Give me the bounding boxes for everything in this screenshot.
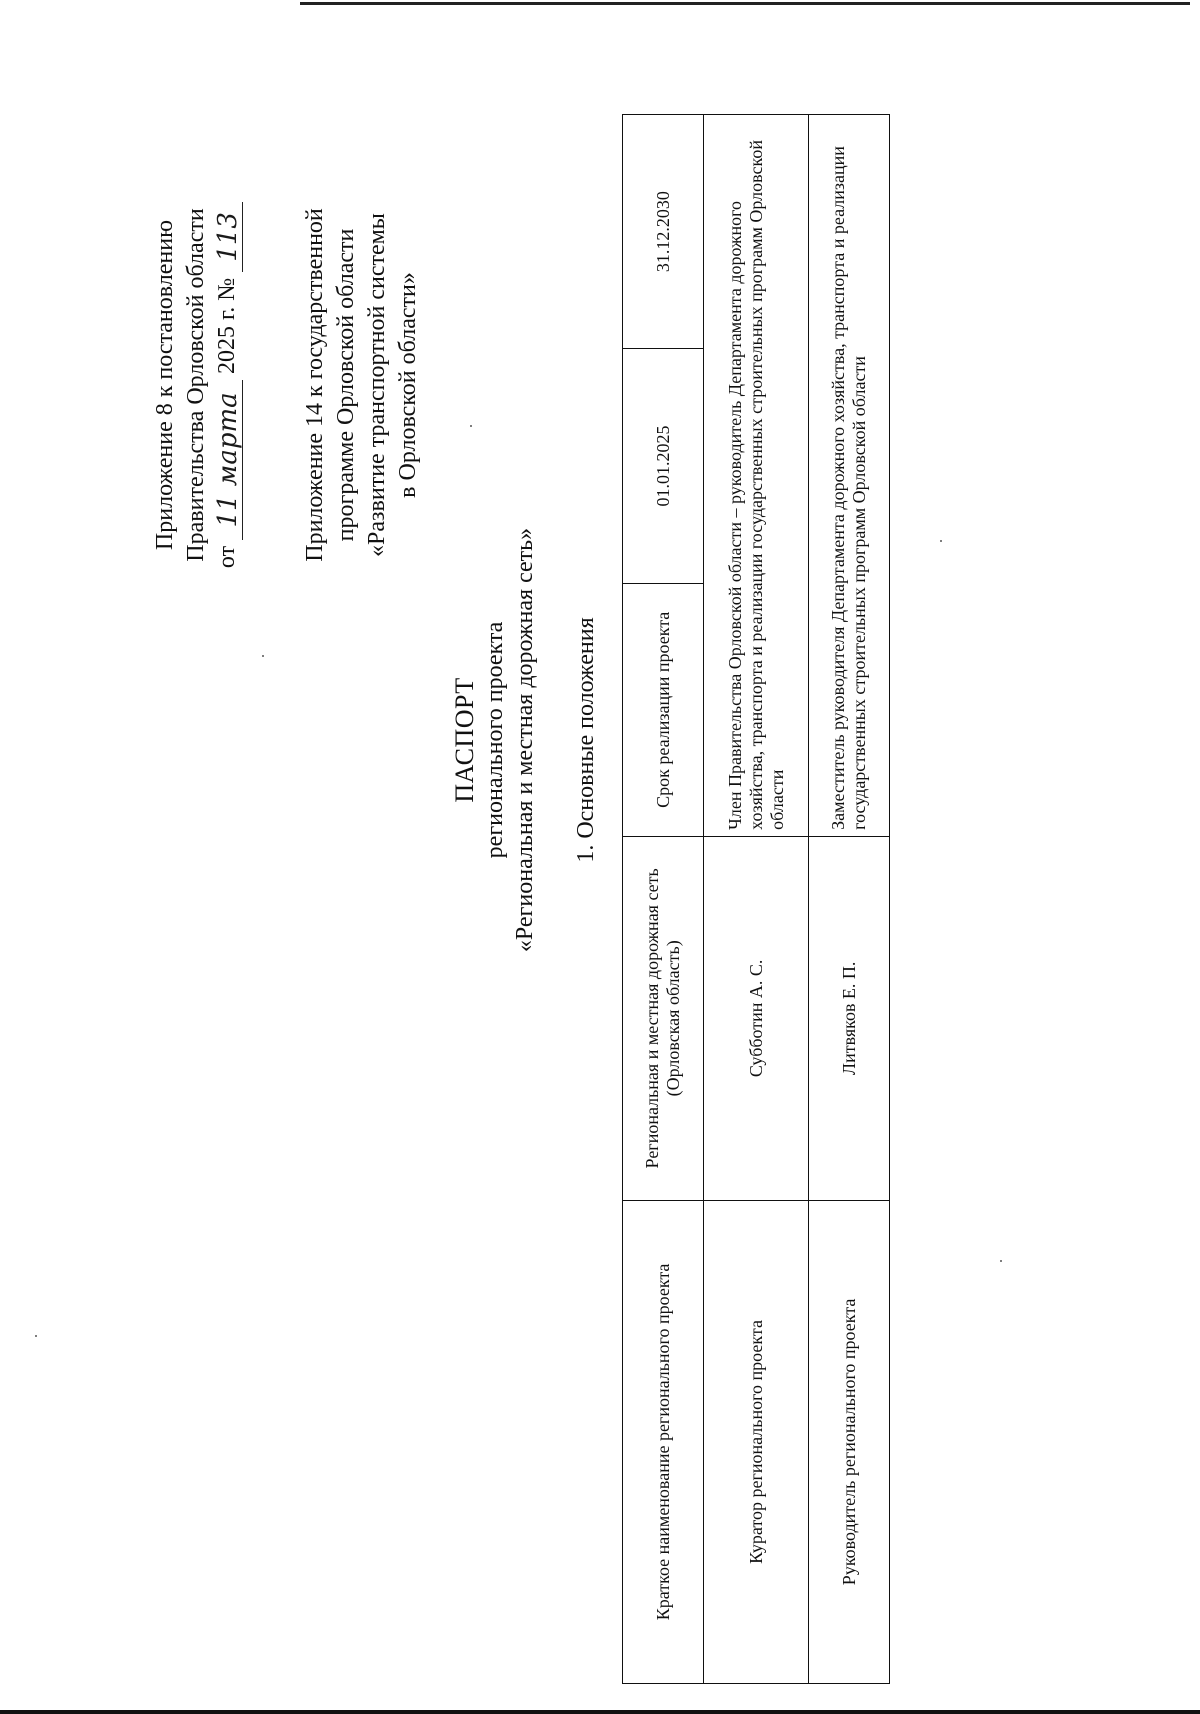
annex-program-block — [300, 155, 424, 615]
table-row — [704, 115, 809, 1684]
annex-program-line3: «Развитие транспортной системы — [364, 213, 390, 557]
annex-program-line2: программе Орловской области — [333, 228, 359, 542]
period-label-cell: Срок реализации проекта — [623, 583, 704, 836]
short-name-label-cell: Краткое наименование регионального проекта — [623, 1200, 704, 1683]
start-date-cell: 01.01.2025 — [623, 349, 704, 583]
annex-program-line1: Приложение 14 к государственной — [302, 208, 328, 562]
annex-order-line2: Правительства Орловской области — [183, 208, 209, 562]
curator-name-cell: Субботин А. С. — [704, 836, 809, 1200]
passport-title: ПАСПОРТ — [450, 677, 479, 803]
project-name: «Региональная и местная дорожная сеть» — [512, 527, 538, 953]
annex-order-date-line — [212, 155, 243, 615]
head-name-cell: Литвяков Е. П. — [809, 836, 890, 1200]
end-date-cell: 31.12.2030 — [623, 115, 704, 349]
curator-position-cell: Член Правительства Орловской области – руководитель Департамента дорожного хозяйства, транспорта и реализации государственных строительных программ Орловской области — [704, 115, 809, 837]
head-label-cell: Руководитель регионального проекта — [809, 1200, 890, 1683]
passport-subtitle: регионального проекта — [482, 621, 508, 859]
head-position-cell: Заместитель руководителя Департамента дорожного хозяйства, транспорта и реализации государственных строительных программ Орловской области — [809, 115, 890, 837]
annex-program-line4: в Орловской области» — [395, 272, 421, 498]
page-top-edge-line — [300, 2, 1190, 5]
section-heading: 1. Основные положения — [573, 617, 599, 863]
passport-table — [622, 114, 890, 1684]
page-bottom-edge-line — [0, 1710, 1200, 1714]
handwritten-number: 113 — [214, 202, 243, 272]
from-label: от — [214, 545, 240, 569]
table-row — [623, 115, 704, 1684]
rotated-document-sheet — [0, 100, 1190, 1700]
passport-title-block — [450, 310, 540, 1170]
handwritten-date: 11 марта — [214, 380, 243, 540]
table-row — [809, 115, 890, 1684]
short-name-value-cell: Региональная и местная дорожная сеть (Орловская область) — [623, 836, 704, 1200]
annex-order-block — [150, 155, 243, 615]
curator-label-cell: Куратор регионального проекта — [704, 1200, 809, 1683]
year-number-label: 2025 г. № — [214, 277, 240, 374]
annex-order-line1: Приложение 8 к постановлению — [152, 219, 178, 551]
